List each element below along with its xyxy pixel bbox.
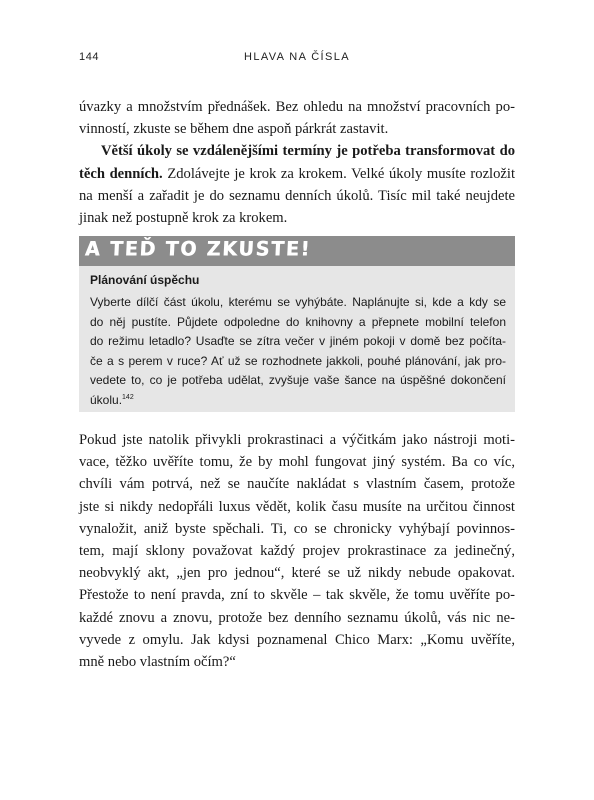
text-line: úvazky a množstvím přednášek. Bez ohledu na množství pracovních po- [79,99,515,115]
footnote-marker: 142 [122,393,134,401]
text-line: vyvede z omylu. Jak kdysi poznamenal Chico Marx: „Komu uvěříte, [79,631,515,648]
text-line: jinak než postupně krok za krokem. [79,210,288,227]
text-line: vinností, zkuste se během dne aspoň párkrát zastavit. [79,121,389,138]
intro-paragraph [79,96,515,140]
text-line: Vyberte dílčí část úkolu, kterému se vyhýbáte. Naplánujte si, kde a kdy se [90,295,506,309]
text-line: vynaložit, aniž byste spěchali. Ti, co se chronicky vyhýbají povinnos- [79,520,515,537]
try-it-box-text [90,293,506,411]
text-line: vedete to, co je potřeba udělat, zvyšuje vaše šance na úspěšné dokončení [90,373,506,388]
text-line [79,163,515,185]
text-line: chvíli vám potrvá, než se naučíte nakládat s vlastním časem, protože [79,476,515,493]
text-fragment: úkolu. [90,392,123,407]
running-head [79,51,515,67]
page-number: 144 [79,51,100,63]
text-line: mně nebo vlastním očím?“ [79,654,236,671]
bold-lead-text: těch denních. [79,165,163,182]
text-line: tem, mají sklony považovat každý projev prokrastinace za jedinečný, [79,543,515,560]
body-text-top [79,96,515,229]
text-line: na menší a zařadit je do seznamu denních úkolů. Tisíc mil také neujdete [79,187,515,204]
text-line: Přestože to není pravda, zní to skvěle – tak skvěle, že tomu uvěříte po- [79,587,515,604]
try-it-box-header [79,236,515,266]
paragraph-text: Zdolávejte je krok za krokem. Velké úkoly musíte rozložit [162,165,515,182]
bold-lead-paragraph [79,140,515,229]
text-line: vace, těžko uvěříte tomu, že by mohl fungovat jiný systém. Ba co víc, [79,454,515,471]
text-line: neobvyklý akt, „jen pro jednou“, které se už nikdy nebude opakovat. [79,565,515,582]
closing-paragraph [79,429,515,673]
try-it-box-title: A TEĎ TO ZKUSTE! [84,237,312,261]
text-line: če a s perem v ruce? Ať už se rozhodnete jakkoli, pouhé plánování, jak pro- [90,353,506,368]
text-line [90,391,506,411]
text-line [79,140,515,162]
chapter-title: HLAVA NA ČÍSLA [243,51,350,63]
text-line: Pokud jste natolik přivykli prokrastinaci a výčitkám jako nástroji moti- [79,432,515,448]
try-it-box [79,266,515,412]
text-line: jste si nikdy nedopřáli luxus vědět, kolik času musíte na určitou činnost [79,498,515,515]
text-line: každé znovu a znovu, protože bez denního seznamu úkolů, vás nic ne- [79,609,515,626]
text-line: do režimu letadlo? Usaďte se zítra večer v jiném pokoji v domě bez počíta- [90,334,506,349]
text-line: do něj pustíte. Půjdete odpoledne do knihovny a přepnete mobilní telefon [90,314,506,329]
try-it-box-subtitle: Plánování úspěchu [90,273,200,287]
body-text-bottom [79,429,515,673]
bold-lead-text: Větší úkoly se vzdálenějšími termíny je potřeba transformovat do [101,143,515,160]
